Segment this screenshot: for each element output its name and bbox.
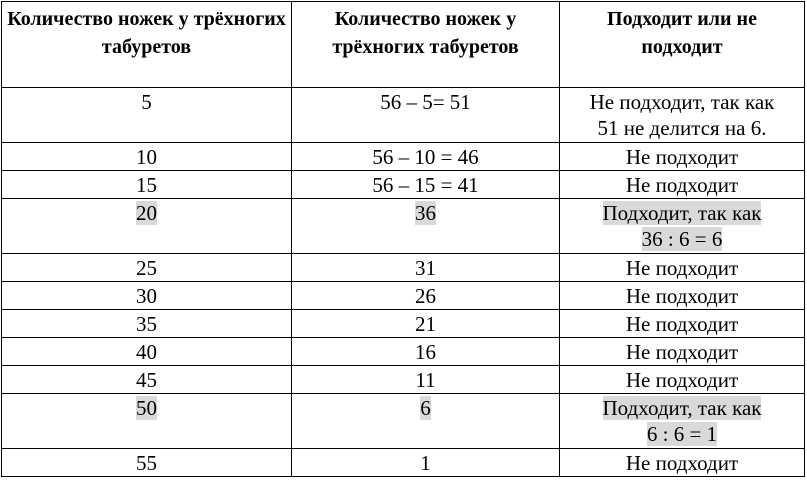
cell-count-remaining (292, 338, 560, 366)
verdict-line-2: 6 : 6 = 1 (646, 422, 718, 446)
cell-count-remaining (292, 366, 560, 394)
cell-fits (560, 366, 805, 394)
cell-fits (560, 88, 805, 143)
value-b: 26 (415, 284, 436, 308)
cell-count-three-legged (2, 449, 292, 477)
cell-fits (560, 143, 805, 171)
cell-fits (560, 282, 805, 310)
value-a: 20 (136, 201, 157, 225)
cell-fits (560, 394, 805, 449)
verdict-line-1: Не подходит (625, 312, 739, 336)
value-b: 11 (415, 368, 436, 392)
cell-count-three-legged (2, 366, 292, 394)
value-a: 50 (136, 396, 157, 420)
cell-count-three-legged (2, 282, 292, 310)
cell-fits (560, 199, 805, 254)
table-row (2, 449, 805, 477)
cell-count-three-legged (2, 88, 292, 143)
cell-count-remaining (292, 310, 560, 338)
cell-fits (560, 449, 805, 477)
verdict-line-1: Не подходит (625, 284, 739, 308)
cell-count-remaining (292, 143, 560, 171)
cell-count-remaining (292, 449, 560, 477)
value-a: 25 (136, 256, 157, 280)
cell-count-remaining (292, 88, 560, 143)
header-col-2: Количество ножек у трёхногих табуретов (292, 2, 560, 88)
table-row (2, 171, 805, 199)
cell-count-remaining (292, 254, 560, 282)
cell-fits (560, 254, 805, 282)
value-a: 5 (141, 90, 152, 114)
cell-count-three-legged (2, 143, 292, 171)
header-row (2, 2, 805, 88)
cell-fits (560, 338, 805, 366)
cell-count-remaining (292, 282, 560, 310)
verdict-line-1: Подходит, так как (602, 201, 762, 225)
cell-fits (560, 310, 805, 338)
value-a: 40 (136, 340, 157, 364)
value-a: 45 (136, 368, 157, 392)
table-row (2, 254, 805, 282)
verdict-line-1: Не подходит (625, 368, 739, 392)
value-b: 56 – 10 = 46 (372, 145, 479, 169)
value-a: 10 (136, 145, 157, 169)
cell-count-remaining (292, 171, 560, 199)
table-row (2, 88, 805, 143)
cell-count-three-legged (2, 199, 292, 254)
table-row (2, 366, 805, 394)
table-row (2, 143, 805, 171)
cell-fits (560, 171, 805, 199)
cell-count-three-legged (2, 394, 292, 449)
value-a: 55 (136, 451, 157, 475)
value-b: 1 (420, 451, 431, 475)
value-b: 56 – 15 = 41 (372, 173, 479, 197)
cell-count-remaining (292, 199, 560, 254)
header-col-1: Количество ножек у трёхногих табуретов (2, 2, 292, 88)
cell-count-three-legged (2, 338, 292, 366)
verdict-line-1: Не подходит (625, 145, 739, 169)
value-a: 35 (136, 312, 157, 336)
cell-count-three-legged (2, 254, 292, 282)
header-col-3: Подходит или не подходит (560, 2, 805, 88)
stools-table (1, 1, 805, 477)
cell-count-three-legged (2, 171, 292, 199)
verdict-line-1: Не подходит (625, 340, 739, 364)
cell-count-remaining (292, 394, 560, 449)
value-a: 15 (136, 173, 157, 197)
table-row (2, 338, 805, 366)
value-b: 6 (420, 396, 431, 420)
value-b: 56 – 5= 51 (380, 90, 471, 114)
value-b: 16 (415, 340, 436, 364)
verdict-line-1: Не подходит (625, 451, 739, 475)
value-b: 31 (415, 256, 436, 280)
table-row (2, 199, 805, 254)
table-row (2, 282, 805, 310)
value-a: 30 (136, 284, 157, 308)
table-row (2, 310, 805, 338)
value-b: 36 (415, 201, 436, 225)
table-row (2, 394, 805, 449)
cell-count-three-legged (2, 310, 292, 338)
verdict-line-2: 36 : 6 = 6 (641, 227, 723, 251)
verdict-line-2: 51 не делится на 6. (597, 116, 767, 140)
value-b: 21 (415, 312, 436, 336)
verdict-line-1: Подходит, так как (602, 396, 762, 420)
verdict-line-1: Не подходит (625, 173, 739, 197)
verdict-line-1: Не подходит, так как (589, 90, 775, 114)
verdict-line-1: Не подходит (625, 256, 739, 280)
